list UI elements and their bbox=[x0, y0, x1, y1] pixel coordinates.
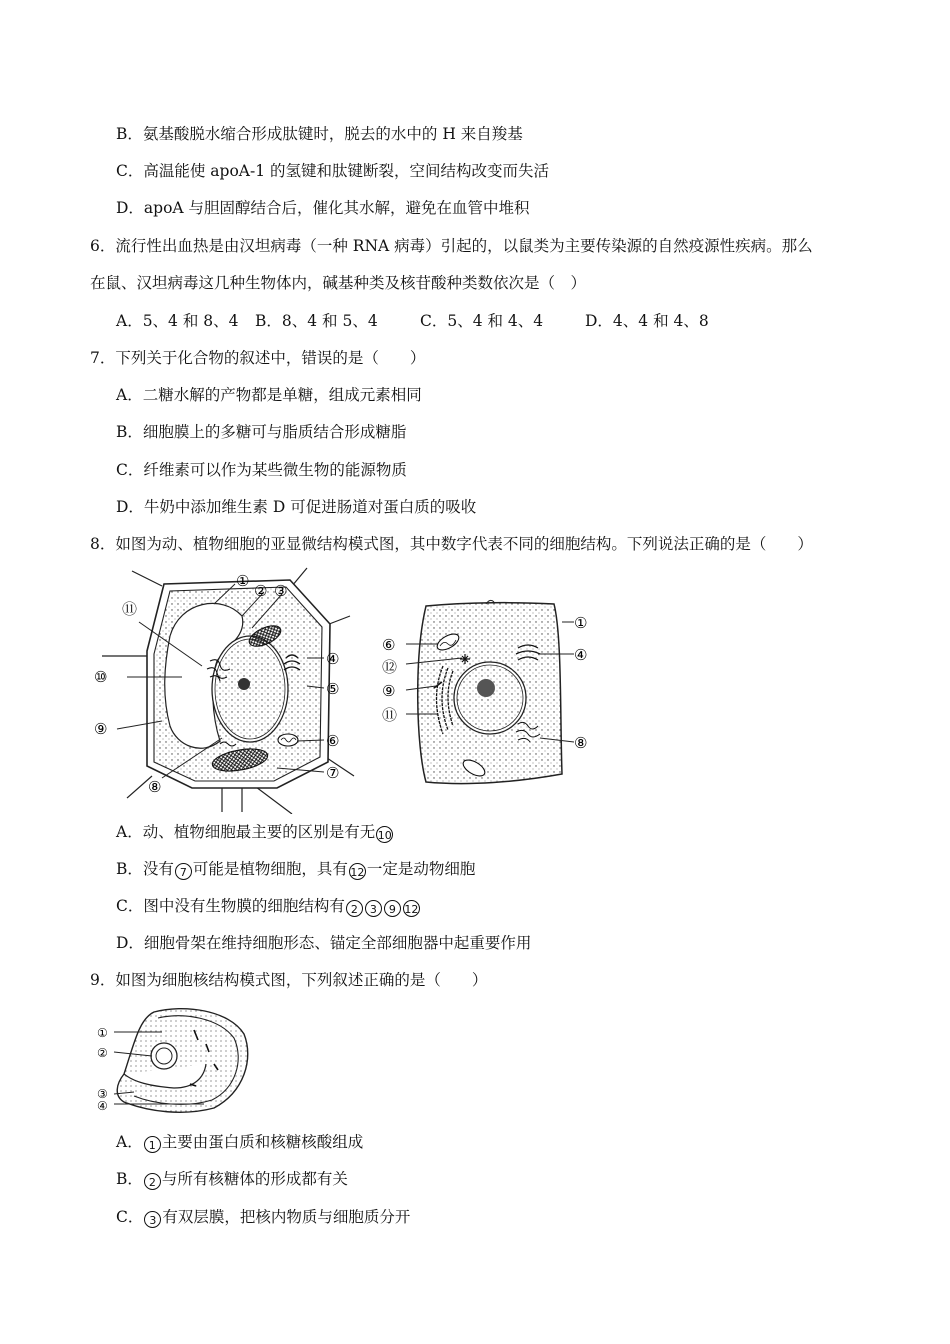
q8-option-a-text: A．动、植物细胞最主要的区别是有无 bbox=[116, 823, 376, 841]
label-1: ① bbox=[236, 572, 250, 590]
label-9: ⑨ bbox=[94, 720, 108, 738]
circled-10: 10 bbox=[376, 826, 393, 843]
label-10: ⑩ bbox=[94, 668, 108, 686]
q9-option-a-text: 主要由蛋白质和核糖核酸组成 bbox=[161, 1133, 364, 1151]
q8-option-c-pre: C．图中没有生物膜的细胞结构有 bbox=[116, 897, 345, 915]
q7-stem: 7．下列关于化合物的叙述中，错误的是（ ） bbox=[90, 349, 426, 367]
q6-option-b: B．8、4 和 5、4 bbox=[255, 312, 378, 330]
q7-option-c: C．纤维素可以作为某些微生物的能源物质 bbox=[116, 461, 407, 479]
label-3: ③ bbox=[274, 582, 288, 600]
q6-stem-line2: 在鼠、汉坦病毒这几种生物体内，碱基种类及核苷酸种类数依次是（ ） bbox=[90, 274, 587, 292]
circled-7: 7 bbox=[175, 863, 192, 880]
circled-2: 2 bbox=[346, 900, 363, 917]
q8-option-b-pre: B．没有 bbox=[116, 860, 174, 878]
q9-option-c-text: 有双层膜，把核内物质与细胞质分开 bbox=[162, 1208, 411, 1226]
q6-option-d: D．4、4 和 4、8 bbox=[585, 312, 709, 330]
plant-cell-diagram bbox=[92, 566, 362, 814]
circled-2: 2 bbox=[144, 1173, 161, 1190]
label-9: ⑨ bbox=[382, 682, 396, 700]
circled-12: 12 bbox=[403, 900, 420, 917]
q9-option-a-letter: A． bbox=[116, 1133, 143, 1151]
q9-option-b-text: 与所有核糖体的形成都有关 bbox=[161, 1170, 348, 1188]
label-8: ⑧ bbox=[148, 778, 162, 796]
label-12: ⑫ bbox=[382, 658, 398, 676]
q6-option-c: C．5、4 和 4、4 bbox=[420, 312, 544, 330]
q9-option-c bbox=[116, 1207, 410, 1228]
circled-3: 3 bbox=[144, 1211, 161, 1228]
circled-9: 9 bbox=[384, 900, 401, 917]
q8-option-b-mid: 可能是植物细胞，具有 bbox=[192, 860, 348, 878]
label-11: ⑪ bbox=[382, 706, 398, 724]
label-1: ① bbox=[574, 614, 588, 632]
q9-option-a bbox=[116, 1132, 363, 1153]
q7-option-b: B．细胞膜上的多糖可与脂质结合形成糖脂 bbox=[116, 423, 407, 441]
q8-option-b bbox=[116, 859, 475, 880]
q5-option-c: C．高温能使 apoA-1 的氢键和肽键断裂，空间结构改变而失活 bbox=[116, 162, 550, 180]
q9-option-c-letter: C． bbox=[116, 1208, 144, 1226]
q8-option-d: D．细胞骨架在维持细胞形态、锚定全部细胞器中起重要作用 bbox=[116, 934, 532, 952]
nucleus-diagram bbox=[94, 1004, 254, 1120]
label-1: ① bbox=[97, 1026, 108, 1040]
q6-stem-line1: 6．流行性出血热是由汉坦病毒（一种 RNA 病毒）引起的，以鼠类为主要传染源的自然疫源性疾病。那么 bbox=[90, 237, 813, 255]
q9-option-b-letter: B． bbox=[116, 1170, 143, 1188]
label-6: ⑥ bbox=[326, 732, 340, 750]
label-2: ② bbox=[97, 1046, 108, 1060]
label-4: ④ bbox=[326, 650, 340, 668]
label-8: ⑧ bbox=[574, 734, 588, 752]
label-5: ⑤ bbox=[326, 680, 340, 698]
q9-stem: 9．如图为细胞核结构模式图，下列叙述正确的是（ ） bbox=[90, 971, 488, 989]
label-3: ③ bbox=[97, 1087, 108, 1101]
label-4: ④ bbox=[574, 646, 588, 664]
q8-option-a bbox=[116, 822, 394, 843]
circled-12: 12 bbox=[349, 863, 366, 880]
q8-stem: 8．如图为动、植物细胞的亚显微结构模式图，其中数字代表不同的细胞结构。下列说法正确的是（ ） bbox=[90, 535, 813, 553]
label-6: ⑥ bbox=[382, 636, 396, 654]
q5-option-b: B．氨基酸脱水缩合形成肽键时，脱去的水中的 H 来自羧基 bbox=[116, 125, 523, 143]
circled-3: 3 bbox=[365, 900, 382, 917]
q7-option-a: A．二糖水解的产物都是单糖，组成元素相同 bbox=[116, 386, 422, 404]
label-4: ④ bbox=[97, 1099, 108, 1113]
q6-option-a: A．5、4 和 8、4 bbox=[116, 312, 239, 330]
label-11: ⑪ bbox=[122, 600, 138, 618]
circled-1: 1 bbox=[144, 1136, 161, 1153]
label-2: ② bbox=[254, 582, 268, 600]
q9-option-b bbox=[116, 1169, 348, 1190]
q8-option-c bbox=[116, 896, 421, 917]
q7-option-d: D．牛奶中添加维生素 D 可促进肠道对蛋白质的吸收 bbox=[116, 498, 477, 516]
q8-option-b-post: 一定是动物细胞 bbox=[366, 860, 476, 878]
label-7: ⑦ bbox=[326, 764, 340, 782]
q5-option-d: D．apoA 与胆固醇结合后，催化其水解，避免在血管中堆积 bbox=[116, 199, 530, 217]
animal-cell-diagram bbox=[378, 596, 598, 792]
